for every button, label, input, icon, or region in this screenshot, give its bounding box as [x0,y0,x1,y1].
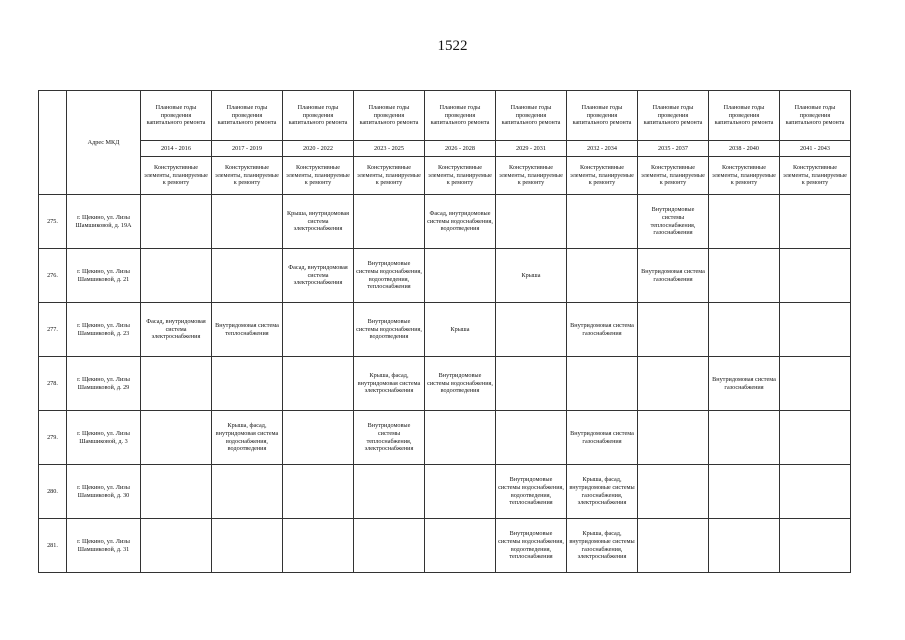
repair-elements-cell: Крыша, внутридомовая система электроснабжения [283,195,354,249]
header-period: 2023 - 2025 [354,141,425,157]
row-address: г. Щекино, ул. Лизы Шамшиковой, д. 23 [67,303,141,357]
repair-elements-cell: Внутридомовые системы водоснабжения, водоотведения [425,357,496,411]
repair-elements-cell [283,519,354,573]
row-address: г. Щекино, ул. Лизы Шамшиковой, д. 21 [67,249,141,303]
repair-elements-cell [425,249,496,303]
header-address-cell: Адрес МКД [67,91,141,195]
header-elements: Конструктивные элементы, планируемые к ремонту [496,157,567,195]
repair-elements-cell [780,411,851,465]
repair-elements-cell [425,411,496,465]
repair-elements-cell: Фасад, внутридомовая система электроснабжения [283,249,354,303]
repair-elements-cell: Крыша [425,303,496,357]
repair-elements-cell [780,519,851,573]
repair-elements-cell [709,303,780,357]
table-row [39,303,851,357]
header-planned-years: Плановые годы проведения капитального ремонта [638,91,709,141]
repair-elements-cell: Фасад, внутридомовая система электроснабжения [141,303,212,357]
header-elements: Конструктивные элементы, планируемые к ремонту [780,157,851,195]
repair-elements-cell: Крыша, фасад, внутридомовая система электроснабжения [354,357,425,411]
header-planned-years: Плановые годы проведения капитального ремонта [354,91,425,141]
table-row [39,195,851,249]
repair-elements-cell [709,195,780,249]
repair-elements-cell [567,249,638,303]
repair-elements-cell: Внутридомовая система теплоснабжения [212,303,283,357]
header-period: 2038 - 2040 [709,141,780,157]
header-planned-years: Плановые годы проведения капитального ремонта [496,91,567,141]
row-number: 278. [39,357,67,411]
repair-elements-cell [638,411,709,465]
repair-elements-cell [283,357,354,411]
header-planned-years: Плановые годы проведения капитального ремонта [567,91,638,141]
repair-elements-cell [212,195,283,249]
repair-elements-cell [780,357,851,411]
repair-elements-cell: Внутридомовая система газоснабжения [638,249,709,303]
repair-elements-cell: Внутридомовые системы теплоснабжения, газоснабжения [638,195,709,249]
header-elements: Конструктивные элементы, планируемые к ремонту [709,157,780,195]
row-number: 281. [39,519,67,573]
repair-elements-cell: Крыша, фасад, внутридомовые системы газоснабжения, электроснабжения [567,519,638,573]
header-planned-years: Плановые годы проведения капитального ремонта [780,91,851,141]
repair-elements-cell [141,465,212,519]
header-elements: Конструктивные элементы, планируемые к ремонту [567,157,638,195]
repair-elements-cell: Внутридомовая система газоснабжения [567,303,638,357]
repair-elements-cell [567,195,638,249]
header-elements: Конструктивные элементы, планируемые к ремонту [638,157,709,195]
repair-elements-cell [780,465,851,519]
repair-elements-cell: Внутридомовые системы водоснабжения, водоотведения, теплоснабжения [496,519,567,573]
repair-elements-cell: Внутридомовые системы водоснабжения, водоотведения [354,303,425,357]
repair-elements-cell: Крыша [496,249,567,303]
table-row [39,519,851,573]
repair-elements-cell [283,303,354,357]
header-elements: Конструктивные элементы, планируемые к ремонту [141,157,212,195]
header-period: 2026 - 2028 [425,141,496,157]
repair-elements-cell [141,357,212,411]
repair-elements-cell [780,249,851,303]
repair-elements-cell: Внутридомовые системы теплоснабжения, электроснабжения [354,411,425,465]
repair-elements-cell [638,357,709,411]
table-row [39,465,851,519]
header-period: 2017 - 2019 [212,141,283,157]
repair-elements-cell [425,519,496,573]
repair-elements-cell [141,519,212,573]
header-elements: Конструктивные элементы, планируемые к ремонту [283,157,354,195]
row-address: г. Щекино, ул. Лизы Шамшиковой, д. 3 [67,411,141,465]
header-number-cell [39,91,67,195]
header-period: 2029 - 2031 [496,141,567,157]
header-planned-years: Плановые годы проведения капитального ремонта [709,91,780,141]
repair-elements-cell [496,357,567,411]
table-row [39,249,851,303]
row-number: 275. [39,195,67,249]
repair-elements-cell [212,249,283,303]
table-row [39,411,851,465]
repair-elements-cell [354,465,425,519]
repair-elements-cell [709,465,780,519]
header-elements: Конструктивные элементы, планируемые к ремонту [212,157,283,195]
header-planned-years: Плановые годы проведения капитального ремонта [425,91,496,141]
row-address: г. Щекино, ул. Лизы Шамшиковой, д. 31 [67,519,141,573]
header-period: 2014 - 2016 [141,141,212,157]
header-elements: Конструктивные элементы, планируемые к ремонту [354,157,425,195]
repair-elements-cell: Внутридомовая система газоснабжения [567,411,638,465]
table-row [39,357,851,411]
repair-elements-cell [567,357,638,411]
repair-elements-cell [212,519,283,573]
repair-elements-cell [780,195,851,249]
repair-elements-cell [709,249,780,303]
header-period: 2020 - 2022 [283,141,354,157]
row-number: 280. [39,465,67,519]
repair-elements-cell: Фасад, внутридомовые системы водоснабжения, водоотведения [425,195,496,249]
row-number: 276. [39,249,67,303]
repair-elements-cell: Внутридомовые системы водоснабжения, водоотведения, теплоснабжения [496,465,567,519]
repair-elements-cell [283,411,354,465]
row-number: 277. [39,303,67,357]
repair-elements-cell [638,303,709,357]
repair-elements-cell [496,411,567,465]
header-planned-years: Плановые годы проведения капитального ремонта [283,91,354,141]
repair-elements-cell [496,303,567,357]
repair-elements-cell [709,519,780,573]
repair-elements-cell [638,465,709,519]
repair-elements-cell [709,411,780,465]
page-number: 1522 [437,38,468,54]
header-period: 2041 - 2043 [780,141,851,157]
header-period: 2032 - 2034 [567,141,638,157]
header-planned-years: Плановые годы проведения капитального ремонта [141,91,212,141]
repair-elements-cell: Крыша, фасад, внутридомовые системы газоснабжения, электроснабжения [567,465,638,519]
repair-elements-cell: Крыша, фасад, внутридомовая система водоснабжения, водоотведения [212,411,283,465]
row-address: г. Щекино, ул. Лизы Шамшиковой, д. 30 [67,465,141,519]
header-planned-years: Плановые годы проведения капитального ремонта [212,91,283,141]
repair-elements-cell [141,195,212,249]
repair-elements-cell [141,249,212,303]
repair-elements-cell: Внутридомовая система газоснабжения [709,357,780,411]
repair-elements-cell [212,465,283,519]
repair-elements-cell [354,195,425,249]
repair-elements-cell [780,303,851,357]
repair-elements-cell [425,465,496,519]
header-elements: Конструктивные элементы, планируемые к ремонту [425,157,496,195]
row-address: г. Щекино, ул. Лизы Шамшиковой, д. 19А [67,195,141,249]
repair-elements-cell [638,519,709,573]
repair-elements-cell [212,357,283,411]
capital-repair-table [38,90,851,573]
repair-elements-cell [283,465,354,519]
header-period: 2035 - 2037 [638,141,709,157]
repair-elements-cell: Внутридомовые системы водоснабжения, водоотведения, теплоснабжения [354,249,425,303]
repair-elements-cell [141,411,212,465]
repair-elements-cell [496,195,567,249]
row-address: г. Щекино, ул. Лизы Шамшиковой, д. 29 [67,357,141,411]
repair-elements-cell [354,519,425,573]
row-number: 279. [39,411,67,465]
